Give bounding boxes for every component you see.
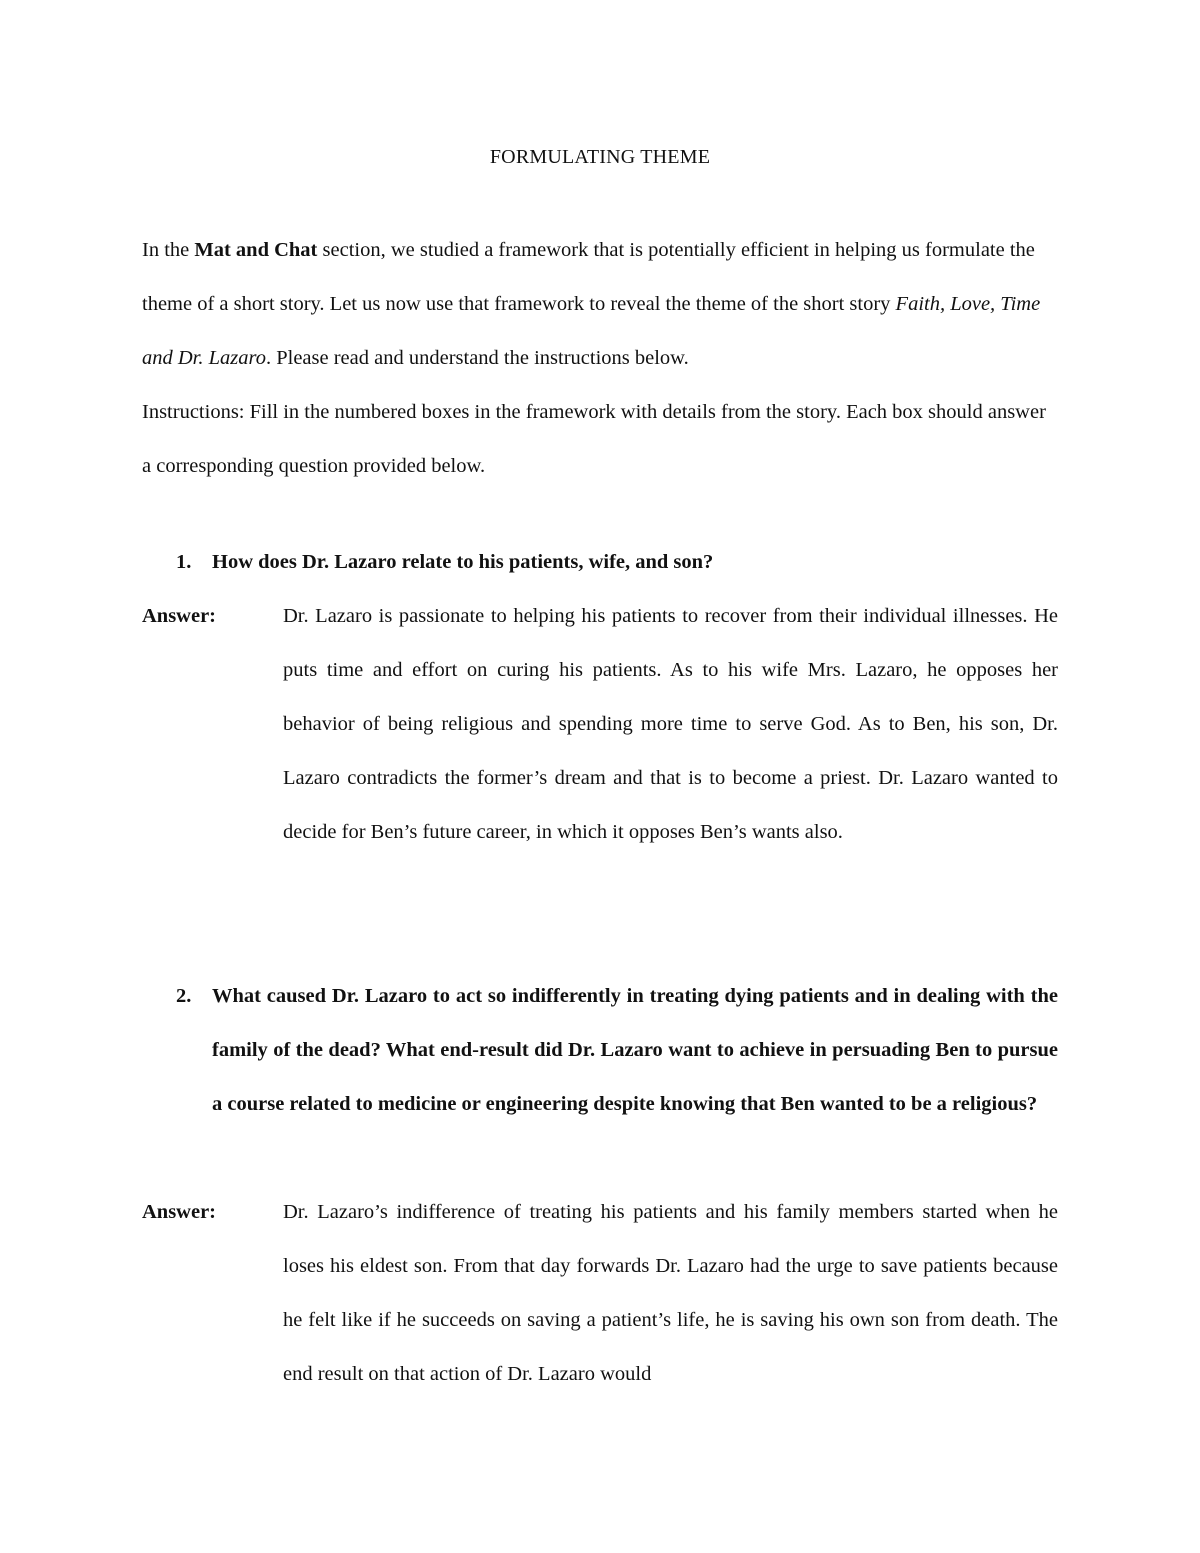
answer-label: Answer: — [142, 1201, 217, 1223]
question-1 — [142, 535, 1058, 589]
intro-text: In the — [142, 239, 195, 261]
intro-paragraph — [142, 223, 1058, 385]
question-number: 2. — [176, 985, 192, 1007]
instructions-paragraph: Instructions: Fill in the numbered boxes in the framework with details from the story. Each box should answer a corresponding question provided below. — [142, 401, 1046, 477]
intro-section — [142, 223, 1058, 493]
story-title: Faith, Love, Time and Dr. Lazaro — [142, 293, 1041, 369]
intro-section-name: Mat and Chat — [194, 239, 318, 261]
question-2 — [142, 969, 1058, 1131]
answer-2 — [142, 1185, 1058, 1401]
intro-text: . Please read and understand the instructions below. — [265, 347, 689, 369]
answer-1 — [142, 589, 1058, 859]
page-title: FORMULATING THEME — [489, 146, 711, 168]
answer-text: Dr. Lazaro’s indifference of treating his patients and his family members started when he loses his eldest son. From that day forwards Dr. Lazaro had the urge to save patients because he felt like if he succeeds on saving a patient’s life, he is saving his own son from death. The end result on that action of Dr. Lazaro would — [283, 1201, 1058, 1385]
question-number: 1. — [176, 551, 192, 573]
question-text: How does Dr. Lazaro relate to his patients, wife, and son? — [212, 551, 714, 573]
answer-label: Answer: — [142, 605, 217, 627]
question-text: What caused Dr. Lazaro to act so indifferently in treating dying patients and in dealing with the family of the dead? What end-result did Dr. Lazaro want to achieve in persuading Ben to pursue a course related to medicine or engineering despite knowing that Ben wanted to be a religious? — [212, 985, 1058, 1115]
intro-text: section, we studied a framework that is potentially efficient in helping us formulate the theme of a short story. Let us now use that framework to reveal the theme of the short story — [142, 239, 1035, 315]
answer-text: Dr. Lazaro is passionate to helping his patients to recover from their individual illnesses. He puts time and effort on curing his patients. As to his wife Mrs. Lazaro, he opposes her behavior of being religious and spending more time to serve God. As to Ben, his son, Dr. Lazaro contradicts the former’s dream and that is to become a priest. Dr. Lazaro wanted to decide for Ben’s future career, in which it opposes Ben’s wants also. — [283, 605, 1058, 843]
